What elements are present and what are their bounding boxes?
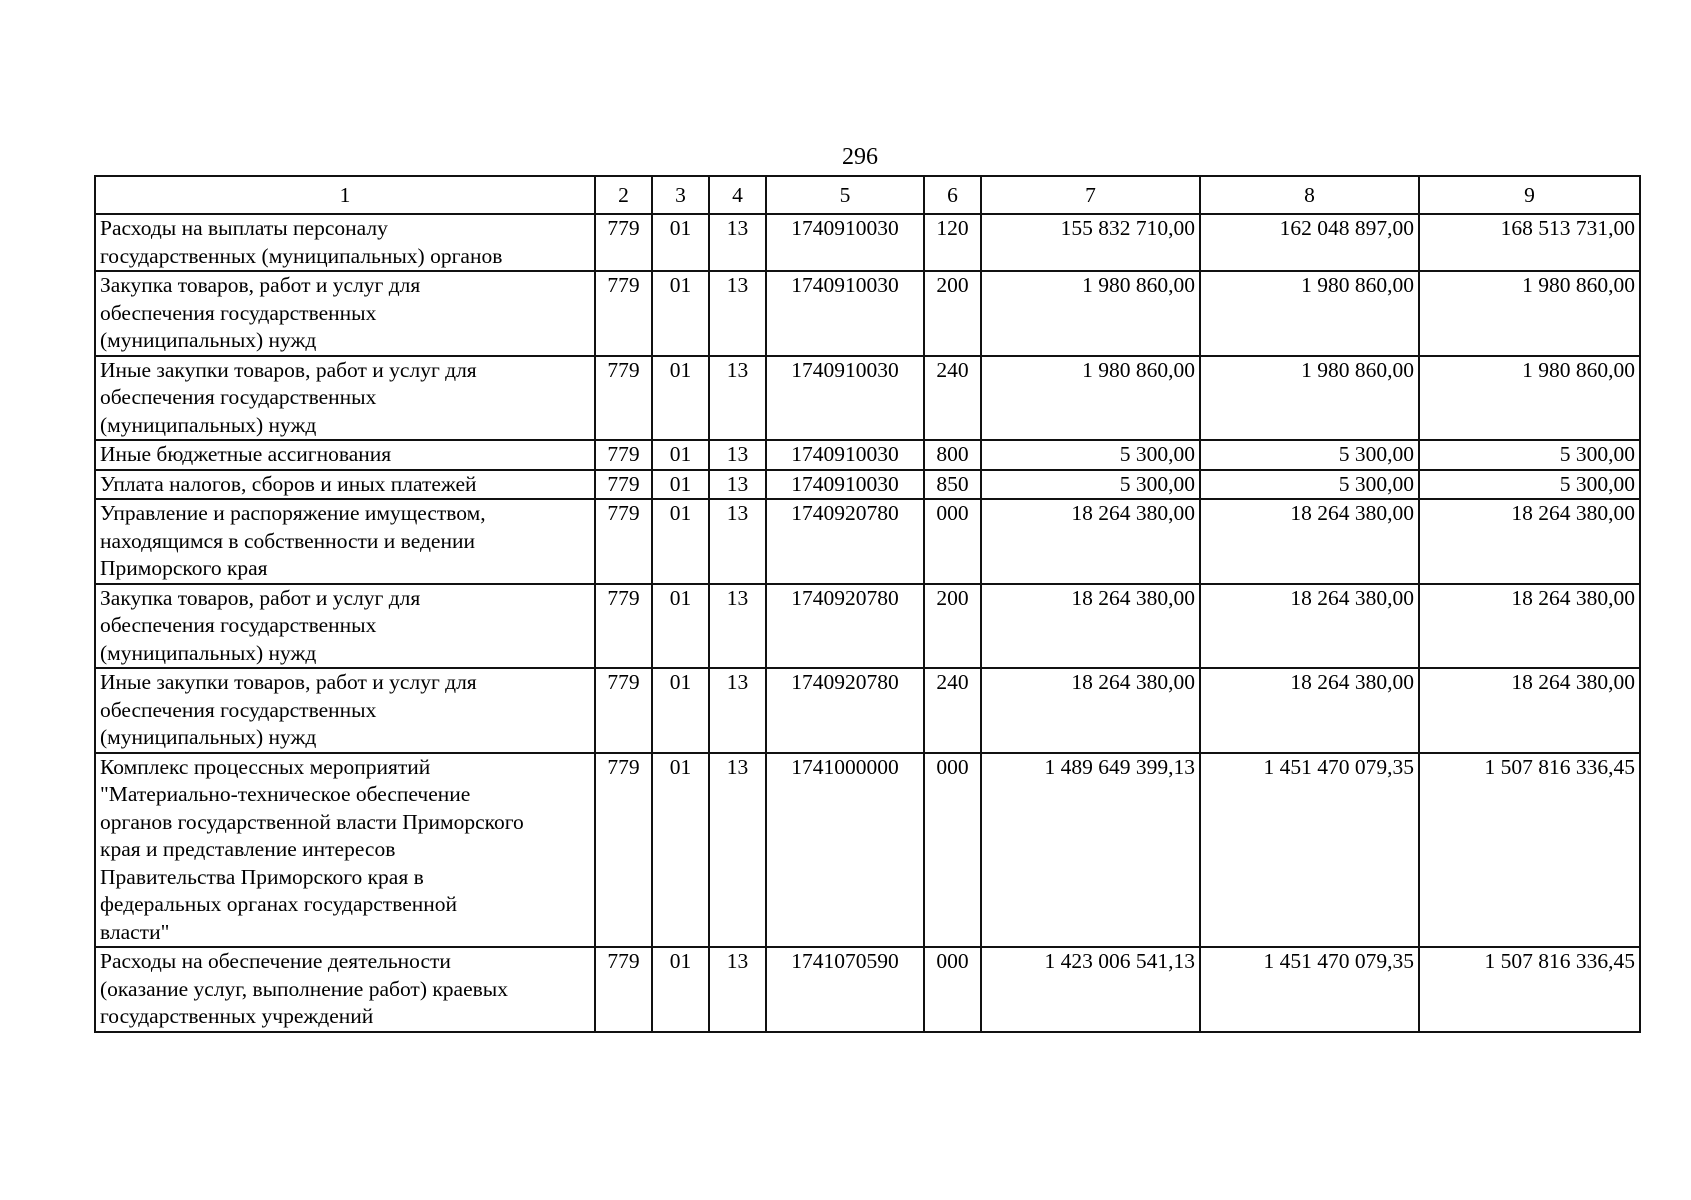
item-name-line: государственных учреждений: [100, 1004, 374, 1028]
table-row: [95, 271, 1640, 356]
amount-year-2-cell: 162 048 897,00: [1200, 214, 1419, 271]
subsection-code-cell: 13: [709, 668, 766, 753]
target-article-cell: 1740910030: [766, 470, 924, 500]
ministry-code-cell: 779: [595, 499, 652, 584]
expense-type-cell: 240: [924, 668, 981, 753]
item-name-line: находящимся в собственности и ведении: [100, 528, 475, 553]
ministry-code-cell: 779: [595, 753, 652, 948]
item-name-line: (оказание услуг, выполнение работ) краевых: [100, 976, 508, 1001]
section-code-cell: 01: [652, 214, 709, 271]
column-header-4: 4: [709, 176, 766, 214]
amount-year-3-cell: 18 264 380,00: [1419, 668, 1640, 753]
item-name-cell: [95, 214, 595, 271]
item-name-cell: [95, 584, 595, 669]
item-name-line: Управление и распоряжение имуществом,: [100, 501, 486, 525]
expense-type-cell: 000: [924, 499, 981, 584]
amount-year-2-cell: 18 264 380,00: [1200, 668, 1419, 753]
item-name-line: обеспечения государственных: [100, 697, 377, 722]
expense-type-cell: 200: [924, 271, 981, 356]
expense-type-cell: 200: [924, 584, 981, 669]
expense-type-cell: 800: [924, 440, 981, 470]
item-name-line: Комплекс процессных мероприятий: [100, 754, 431, 779]
item-name-line: обеспечения государственных: [100, 385, 377, 409]
section-code-cell: 01: [652, 499, 709, 584]
item-name-line: Закупка товаров, работ и услуг для: [100, 273, 421, 297]
amount-year-1-cell: 18 264 380,00: [981, 584, 1200, 669]
amount-year-2-cell: 1 451 470 079,35: [1200, 947, 1419, 1032]
subsection-code-cell: 13: [709, 470, 766, 500]
item-name-cell: [95, 753, 595, 948]
section-code-cell: 01: [652, 470, 709, 500]
table-row: [95, 356, 1640, 441]
target-article-cell: 1740920780: [766, 584, 924, 669]
table-row: [95, 440, 1640, 470]
item-name-cell: [95, 470, 595, 500]
expense-type-cell: 850: [924, 470, 981, 500]
column-header-9: 9: [1419, 176, 1640, 214]
table-row: [95, 499, 1640, 584]
amount-year-3-cell: 1 507 816 336,45: [1419, 753, 1640, 948]
column-header-3: 3: [652, 176, 709, 214]
ministry-code-cell: 779: [595, 356, 652, 441]
subsection-code-cell: 13: [709, 499, 766, 584]
target-article-cell: 1740910030: [766, 440, 924, 470]
section-code-cell: 01: [652, 753, 709, 948]
section-code-cell: 01: [652, 440, 709, 470]
table-row: [95, 947, 1640, 1032]
item-name-cell: [95, 499, 595, 584]
item-name-cell: [95, 271, 595, 356]
target-article-cell: 1740920780: [766, 668, 924, 753]
expense-type-cell: 240: [924, 356, 981, 441]
item-name-line: Расходы на обеспечение деятельности: [100, 949, 451, 973]
section-code-cell: 01: [652, 271, 709, 356]
amount-year-2-cell: 5 300,00: [1200, 470, 1419, 500]
item-name-line: (муниципальных) нужд: [100, 412, 317, 437]
item-name-cell: [95, 440, 595, 470]
subsection-code-cell: 13: [709, 440, 766, 470]
amount-year-1-cell: 155 832 710,00: [981, 214, 1200, 271]
column-header-2: 2: [595, 176, 652, 214]
amount-year-1-cell: 1 489 649 399,13: [981, 753, 1200, 948]
amount-year-3-cell: 1 980 860,00: [1419, 356, 1640, 441]
column-header-8: 8: [1200, 176, 1419, 214]
ministry-code-cell: 779: [595, 214, 652, 271]
subsection-code-cell: 13: [709, 271, 766, 356]
table-row: [95, 668, 1640, 753]
ministry-code-cell: 779: [595, 470, 652, 500]
subsection-code-cell: 13: [709, 753, 766, 948]
item-name-cell: [95, 668, 595, 753]
column-header-7: 7: [981, 176, 1200, 214]
amount-year-2-cell: 1 980 860,00: [1200, 356, 1419, 441]
item-name-line: "Материально-техническое обеспечение: [100, 782, 471, 806]
amount-year-3-cell: 18 264 380,00: [1419, 584, 1640, 669]
amount-year-3-cell: 5 300,00: [1419, 440, 1640, 470]
section-code-cell: 01: [652, 668, 709, 753]
item-name-line: власти": [100, 919, 170, 944]
amount-year-1-cell: 5 300,00: [981, 440, 1200, 470]
amount-year-1-cell: 18 264 380,00: [981, 499, 1200, 584]
item-name-line: Иные закупки товаров, работ и услуг для: [100, 357, 477, 382]
column-header-5: 5: [766, 176, 924, 214]
item-name-line: обеспечения государственных: [100, 300, 377, 325]
amount-year-3-cell: 5 300,00: [1419, 470, 1640, 500]
item-name-cell: [95, 356, 595, 441]
subsection-code-cell: 13: [709, 584, 766, 669]
target-article-cell: 1741000000: [766, 753, 924, 948]
ministry-code-cell: 779: [595, 440, 652, 470]
item-name-line: Иные закупки товаров, работ и услуг для: [100, 670, 477, 694]
amount-year-2-cell: 1 451 470 079,35: [1200, 753, 1419, 948]
section-code-cell: 01: [652, 584, 709, 669]
column-header-6: 6: [924, 176, 981, 214]
item-name-line: (муниципальных) нужд: [100, 725, 317, 749]
amount-year-2-cell: 18 264 380,00: [1200, 584, 1419, 669]
amount-year-3-cell: 168 513 731,00: [1419, 214, 1640, 271]
table-row: [95, 470, 1640, 500]
item-name-line: органов государственной власти Приморского: [100, 809, 524, 834]
amount-year-2-cell: 18 264 380,00: [1200, 499, 1419, 584]
amount-year-1-cell: 1 423 006 541,13: [981, 947, 1200, 1032]
item-name-line: Правительства Приморского края в: [100, 864, 424, 889]
target-article-cell: 1740910030: [766, 214, 924, 271]
section-code-cell: 01: [652, 356, 709, 441]
item-name-line: (муниципальных) нужд: [100, 640, 317, 665]
ministry-code-cell: 779: [595, 668, 652, 753]
target-article-cell: 1740910030: [766, 271, 924, 356]
table-row: [95, 214, 1640, 271]
amount-year-1-cell: 18 264 380,00: [981, 668, 1200, 753]
item-name-line: федеральных органах государственной: [100, 892, 458, 916]
table-header-row: [95, 176, 1640, 214]
expense-type-cell: 000: [924, 753, 981, 948]
expense-type-cell: 000: [924, 947, 981, 1032]
item-name-line: обеспечения государственных: [100, 613, 377, 637]
table-body: [95, 214, 1640, 1032]
amount-year-1-cell: 1 980 860,00: [981, 356, 1200, 441]
subsection-code-cell: 13: [709, 356, 766, 441]
item-name-cell: [95, 947, 595, 1032]
subsection-code-cell: 13: [709, 214, 766, 271]
item-name-line: Закупка товаров, работ и услуг для: [100, 585, 421, 610]
subsection-code-cell: 13: [709, 947, 766, 1032]
item-name-line: (муниципальных) нужд: [100, 328, 317, 352]
ministry-code-cell: 779: [595, 271, 652, 356]
item-name-line: Расходы на выплаты персоналу: [100, 216, 388, 240]
target-article-cell: 1741070590: [766, 947, 924, 1032]
amount-year-1-cell: 1 980 860,00: [981, 271, 1200, 356]
amount-year-2-cell: 5 300,00: [1200, 440, 1419, 470]
page-number: 296: [842, 144, 878, 170]
item-name-line: Иные бюджетные ассигнования: [100, 442, 392, 466]
item-name-line: края и представление интересов: [100, 837, 396, 861]
table-row: [95, 584, 1640, 669]
table-row: [95, 753, 1640, 948]
amount-year-1-cell: 5 300,00: [981, 470, 1200, 500]
ministry-code-cell: 779: [595, 584, 652, 669]
item-name-line: Приморского края: [100, 556, 268, 580]
amount-year-2-cell: 1 980 860,00: [1200, 271, 1419, 356]
section-code-cell: 01: [652, 947, 709, 1032]
expense-type-cell: 120: [924, 214, 981, 271]
column-header-1: 1: [95, 176, 595, 214]
target-article-cell: 1740910030: [766, 356, 924, 441]
item-name-line: Уплата налогов, сборов и иных платежей: [100, 471, 477, 496]
amount-year-3-cell: 1 507 816 336,45: [1419, 947, 1640, 1032]
amount-year-3-cell: 1 980 860,00: [1419, 271, 1640, 356]
amount-year-3-cell: 18 264 380,00: [1419, 499, 1640, 584]
item-name-line: государственных (муниципальных) органов: [100, 243, 503, 268]
budget-table: [94, 175, 1641, 1033]
target-article-cell: 1740920780: [766, 499, 924, 584]
ministry-code-cell: 779: [595, 947, 652, 1032]
